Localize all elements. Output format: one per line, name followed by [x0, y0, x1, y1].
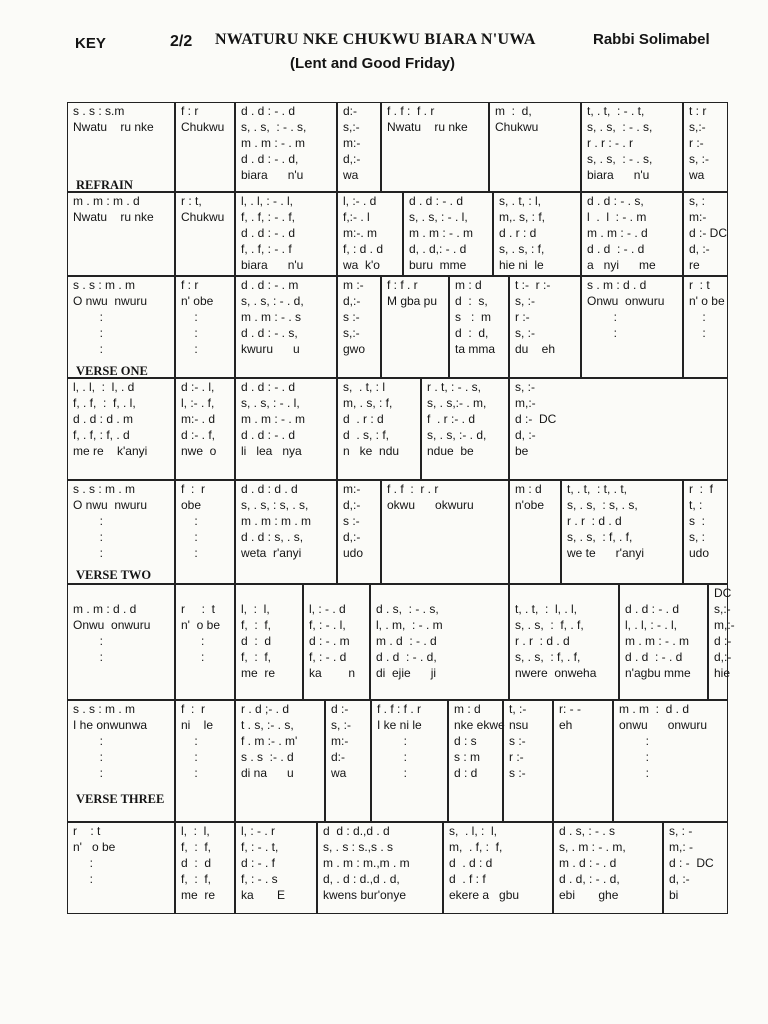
solfa-line: d : d [241, 634, 272, 648]
solfa-line: d,:- [343, 498, 361, 512]
solfa-line: : [181, 546, 198, 560]
solfa-line: : [181, 342, 198, 356]
solfa-line: d . d : - . d [409, 194, 464, 208]
solfa-line: m . m : - . m [409, 226, 473, 240]
solfa-line: biara n'u [241, 168, 304, 182]
solfa-line: O nwu nwuru [73, 294, 148, 308]
solfa-line: : [587, 326, 618, 340]
solfa-line: biara n'u [241, 258, 304, 272]
solfa-line: f, : - . l, [309, 618, 346, 632]
solfa-line: d . d : - . m [241, 278, 299, 292]
solfa-line: l, :- . d [343, 194, 377, 208]
solfa-line: s . s :- . d [241, 750, 294, 764]
solfa-line: buru mme [409, 258, 467, 272]
solfa-line: r : t [181, 602, 216, 616]
solfa-line: t :- r :- [515, 278, 551, 292]
solfa-line: s, :- [515, 326, 535, 340]
solfa-line: ndue be [427, 444, 474, 458]
solfa-line: : [181, 634, 205, 648]
solfa-line: : [73, 734, 104, 748]
solfa-line: t, : [689, 498, 703, 512]
solfa-line: s, :- [515, 380, 535, 394]
solfa-line: d,:- [343, 530, 361, 544]
solfa-line: l, :- . f, [181, 396, 215, 410]
solfa-line: m : d [515, 482, 542, 496]
solfa-line: t, . t, : l, . l, [515, 602, 578, 616]
solfa-line: f, . f, : f, . d [73, 428, 130, 442]
solfa-line: : [181, 530, 198, 544]
solfa-line: : [73, 856, 94, 870]
solfa-line: r . r : d . d [567, 514, 622, 528]
solfa-line: n' obe [181, 294, 214, 308]
solfa-line: s, :- [331, 718, 351, 732]
solfa-line: r: - - [559, 702, 581, 716]
solfa-line: r : f [689, 482, 713, 496]
solfa-line: s, . s, : - . s, [587, 152, 653, 166]
solfa-line: d, . d,: - . d [409, 242, 467, 256]
solfa-line: d . d : - . d [625, 602, 680, 616]
solfa-line: s, . s,:- . m, [427, 396, 487, 410]
solfa-line: m . d : - . d [559, 856, 617, 870]
solfa-line: Nwatu ru nke [73, 210, 154, 224]
solfa-line: hie [714, 666, 731, 680]
solfa-line: m, . f, : f, [449, 840, 503, 854]
solfa-line: l, : - . d [309, 602, 346, 616]
solfa-line: d . s, : - . s, [376, 602, 439, 616]
solfa-line: li lea nya [241, 444, 302, 458]
solfa-line: f : r [181, 104, 199, 118]
solfa-line: r . r : d . d [515, 634, 570, 648]
solfa-line: di na u [241, 766, 294, 780]
solfa-line: I he onwunwa [73, 718, 148, 732]
solfa-line: nsu [509, 718, 529, 732]
solfa-line: r :- [689, 136, 704, 150]
solfa-line: d . r : d [343, 412, 384, 426]
solfa-line: d :- [331, 702, 349, 716]
solfa-line: Chukwu [181, 120, 225, 134]
solfa-line: Chukwu [495, 120, 539, 134]
solfa-line: s : m [454, 750, 480, 764]
solfa-line: Nwatu ru nke [387, 120, 468, 134]
solfa-line: d :- . l, [181, 380, 215, 394]
solfa-line: : [73, 650, 104, 664]
solfa-line: : [587, 310, 618, 324]
solfa-line: s, :- [515, 294, 535, 308]
solfa-line: t, . t, : t, . t, [567, 482, 628, 496]
solfa-line: f, : f, [181, 840, 212, 854]
solfa-line: l . l : - . m [587, 210, 647, 224]
solfa-line: : [181, 310, 198, 324]
solfa-line: t, :- [509, 702, 527, 716]
solfa-line: m:- [343, 136, 361, 150]
solfa-line: : [181, 766, 198, 780]
solfa-line: n' o be [181, 618, 220, 632]
solfa-line: s,:- [689, 120, 706, 134]
solfa-line: : [689, 310, 706, 324]
solfa-line: O nwu nwuru [73, 498, 148, 512]
solfa-line: : [377, 734, 408, 748]
solfa-line: d:- [343, 104, 358, 118]
solfa-line: f . f : r . r [387, 482, 439, 496]
part-number: 2/2 [170, 33, 193, 50]
solfa-line: d . d : d [449, 856, 493, 870]
solfa-line: m:- [689, 210, 707, 224]
solfa-line: wa k'o [343, 258, 380, 272]
solfa-line: d . d : s, . s, [241, 530, 304, 544]
solfa-line: l, : l, [241, 602, 270, 616]
solfa-line: s, . s, : s, . s, [241, 498, 309, 512]
solfa-line: m . m : m.,m . m [323, 856, 410, 870]
solfa-line: : [73, 514, 104, 528]
solfa-line: : [181, 750, 198, 764]
solfa-line: nwe o [181, 444, 217, 458]
solfa-line: d . d : - . s, [241, 326, 298, 340]
solfa-line: m:- [331, 734, 349, 748]
solfa-line: s, . s, : - . s, [587, 120, 653, 134]
solfa-line: f : r [181, 482, 205, 496]
solfa-line: d :- . f, [181, 428, 216, 442]
solfa-line: t, . t, : - . t, [587, 104, 645, 118]
solfa-line: d . s, : - . s [559, 824, 616, 838]
score-bar [509, 378, 728, 480]
solfa-line: d . d : d . m [73, 412, 134, 426]
solfa-line: m,:- [714, 618, 735, 632]
solfa-line: d . d : - . d [241, 104, 296, 118]
solfa-line: s, . s, : - . s, [241, 120, 307, 134]
solfa-line: d :- DC [515, 412, 557, 426]
solfa-line: n'agbu mme [625, 666, 691, 680]
solfa-line: me re [181, 888, 216, 902]
solfa-line: : [73, 530, 104, 544]
solfa-line: d, :- [515, 428, 536, 442]
solfa-line: wa [343, 168, 359, 182]
solfa-line: : [73, 872, 94, 886]
section-label-verse-three: VERSE THREE [76, 792, 165, 806]
solfa-line: s :- [509, 766, 526, 780]
solfa-line: m,: - [669, 840, 693, 854]
solfa-line: onwu onwuru [619, 718, 708, 732]
solfa-line: t : r [689, 104, 707, 118]
solfa-line: s, . s, :- . d, [427, 428, 487, 442]
solfa-line: m : d [454, 702, 481, 716]
solfa-line: : [181, 326, 198, 340]
solfa-line: n' o be [689, 294, 725, 308]
solfa-line: Nwatu ru nke [73, 120, 154, 134]
solfa-line: s, . s : s.,s . s [323, 840, 394, 854]
solfa-line: d . d : - . d [241, 380, 296, 394]
solfa-line: d . d : - . d [625, 650, 683, 664]
solfa-line: ekere a gbu [449, 888, 520, 902]
solfa-line: : [73, 326, 104, 340]
solfa-line: d : d, [455, 326, 489, 340]
solfa-line: l, . l, : l, . d [73, 380, 135, 394]
solfa-line: ka n [309, 666, 356, 680]
page-title: NWATURU NKE CHUKWU BIARA N'UWA [215, 31, 536, 48]
solfa-line: ni le [181, 718, 214, 732]
solfa-line: d . d, : - . d, [559, 872, 620, 886]
solfa-line: biara n'u [587, 168, 650, 182]
solfa-line: s :- [343, 310, 360, 324]
solfa-line: r . r : - . r [587, 136, 633, 150]
solfa-line: m . m : - . m [625, 634, 689, 648]
solfa-line: kwens bur'onye [323, 888, 407, 902]
section-label-verse-one: VERSE ONE [76, 364, 148, 378]
solfa-line: s : m [455, 310, 491, 324]
solfa-line: d, :- [669, 872, 690, 886]
solfa-line: : [73, 546, 104, 560]
page-subtitle: (Lent and Good Friday) [290, 55, 455, 72]
solfa-line: f . f : f . r [387, 104, 435, 118]
solfa-line: m . m : - . m [241, 136, 305, 150]
solfa-line: nke ekwe [454, 718, 505, 732]
solfa-line: bi [669, 888, 679, 902]
solfa-line: : [619, 750, 650, 764]
solfa-line: t . s, :- . s, [241, 718, 294, 732]
solfa-line: be [515, 444, 529, 458]
solfa-line: m : d, [495, 104, 532, 118]
solfa-line: d :- [714, 634, 732, 648]
solfa-line: f, . f, : - . f, [241, 210, 296, 224]
solfa-line: s,:- [714, 602, 731, 616]
solfa-line: d . d : - . d, [376, 650, 437, 664]
solfa-line: udo [689, 546, 710, 560]
solfa-line: me re k'anyi [73, 444, 148, 458]
solfa-line: s, . s, : f, . f, [515, 618, 584, 632]
solfa-line: d . s, : f, [343, 428, 390, 442]
solfa-line: d, :- [689, 242, 710, 256]
solfa-line: Onwu onwuru [73, 618, 151, 632]
section-label-refrain: REFRAIN [76, 178, 133, 192]
solfa-line: r :- [509, 750, 524, 764]
solfa-line: m,:- [515, 396, 536, 410]
solfa-line: d : - . f [241, 856, 276, 870]
solfa-line: r : t, [181, 194, 202, 208]
solfa-line: hie ni le [499, 258, 544, 272]
solfa-line: d : d [454, 766, 478, 780]
solfa-line: s . s : m . m [73, 278, 135, 292]
section-label-verse-two: VERSE TWO [76, 568, 152, 582]
solfa-line: s . s : m . m [73, 482, 135, 496]
solfa-line: : [377, 750, 408, 764]
solfa-line: : [181, 650, 205, 664]
solfa-line: s, . s, : f, . f, [515, 650, 581, 664]
solfa-line: s, . s, : f, . f, [567, 530, 633, 544]
solfa-line: l, . m, : - . m [376, 618, 443, 632]
solfa-line: m . m : m . d [73, 194, 140, 208]
solfa-line: s . s : m . m [73, 702, 135, 716]
solfa-line: s . m : d . d [587, 278, 647, 292]
solfa-line: : [619, 734, 650, 748]
solfa-line: m . m : d . d [73, 602, 137, 616]
solfa-line: m,. s, : f, [499, 210, 546, 224]
solfa-line: s, . s, : - . l, [241, 396, 300, 410]
solfa-line: d . d : - . d [241, 226, 296, 240]
solfa-line: f, : - . t, [241, 840, 279, 854]
solfa-line: d . d : - . d [241, 428, 296, 442]
solfa-line: weta r'anyi [241, 546, 302, 560]
solfa-line: l, . l, : - . l, [625, 618, 678, 632]
solfa-line: d . d : d . d [241, 482, 298, 496]
solfa-line: f,:- . l [343, 210, 370, 224]
solfa-line: d : - DC [669, 856, 714, 870]
solfa-line: n ke ndu [343, 444, 400, 458]
solfa-line: s . s : s.m [73, 104, 125, 118]
solfa-line: l, : - . r [241, 824, 275, 838]
solfa-line: d, . d : d.,d . d, [323, 872, 400, 886]
solfa-line: d . d : - . s, [587, 194, 644, 208]
solfa-line: f . r :- . d [427, 412, 476, 426]
solfa-line: m . m : m . m [241, 514, 311, 528]
solfa-line: m . m : - . d [587, 226, 648, 240]
solfa-line: : [73, 310, 104, 324]
solfa-line: gwo [343, 342, 366, 356]
solfa-line: n' o be [73, 840, 116, 854]
solfa-line: d : d [181, 856, 212, 870]
solfa-line: s, : [689, 194, 706, 208]
solfa-line: r :- [515, 310, 530, 324]
solfa-line: s,:- [343, 120, 360, 134]
solfa-line: d : s [454, 734, 477, 748]
solfa-line: f : f . r [387, 278, 418, 292]
solfa-line: me re [241, 666, 276, 680]
solfa-line: s : [689, 514, 706, 528]
solfa-line: Chukwu [181, 210, 225, 224]
solfa-line: udo [343, 546, 364, 560]
solfa-line: s, . s, : - . d, [241, 294, 304, 308]
solfa-line: d d : d.,d . d [323, 824, 390, 838]
solfa-line: : [377, 766, 408, 780]
solfa-line: : [689, 326, 706, 340]
solfa-line: eh [559, 718, 573, 732]
solfa-line: : [73, 766, 104, 780]
solfa-line: m:- [343, 482, 361, 496]
key-label: KEY [75, 35, 106, 52]
solfa-line: m : d [455, 278, 482, 292]
solfa-line: s, . t, : l [343, 380, 386, 394]
solfa-line: DC [714, 586, 732, 600]
solfa-line: M gba pu [387, 294, 438, 308]
solfa-line: : [181, 734, 198, 748]
solfa-line: s, . t, : l, [499, 194, 542, 208]
solfa-line: r . d ;- . d [241, 702, 290, 716]
solfa-line: ebi ghe [559, 888, 619, 902]
solfa-line: m :- [343, 278, 364, 292]
solfa-line: d . d : - . d, [241, 152, 299, 166]
solfa-line: d . f : f [449, 872, 486, 886]
solfa-line: : [73, 750, 104, 764]
solfa-line: s :- [509, 734, 526, 748]
solfa-line: du eh [515, 342, 556, 356]
solfa-line: : [181, 514, 198, 528]
author-name: Rabbi Solimabel [593, 31, 710, 48]
solfa-line: obe [181, 498, 202, 512]
solfa-line: l, : l, [181, 824, 210, 838]
solfa-line: d,:- [343, 152, 361, 166]
solfa-line: f, : f, [241, 618, 272, 632]
solfa-line: d : - . m [309, 634, 350, 648]
solfa-line: d,:- [714, 650, 732, 664]
solfa-line: f, . f, : - . f [241, 242, 292, 256]
solfa-line: s, :- [689, 152, 709, 166]
solfa-line: : [619, 766, 650, 780]
solfa-line: m, . s, : f, [343, 396, 393, 410]
solfa-line: r . t, : - . s, [427, 380, 481, 394]
solfa-line: l, . l, : - . l, [241, 194, 294, 208]
solfa-line: s, . s, : f, [499, 242, 545, 256]
solfa-line: d,:- [343, 294, 361, 308]
solfa-line: n'obe [515, 498, 544, 512]
solfa-line: d:- [331, 750, 346, 764]
solfa-line: : [73, 634, 104, 648]
solfa-line: m:- . d [181, 412, 216, 426]
solfa-line: s, . s, : - . l, [409, 210, 468, 224]
solfa-line: wa [331, 766, 347, 780]
solfa-line: f . m :- . m' [241, 734, 298, 748]
solfa-line: I ke ni le [377, 718, 422, 732]
solfa-line: s, : - [669, 824, 693, 838]
solfa-line: f, : f, [241, 650, 272, 664]
solfa-line: wa [689, 168, 705, 182]
solfa-line: m . m : - . m [241, 412, 305, 426]
solfa-line: f : r [181, 702, 205, 716]
solfa-line: f, : - . d [309, 650, 347, 664]
solfa-line: we te r'anyi [567, 546, 644, 560]
solfa-line: s, . l, : l, [449, 824, 498, 838]
solfa-line: ka E [241, 888, 286, 902]
solfa-line: d : s, [455, 294, 488, 308]
solfa-line: nwere onweha [515, 666, 597, 680]
solfa-line: : [73, 342, 104, 356]
solfa-line: s, . m : - . m, [559, 840, 626, 854]
solfa-line: d . d : - . d [587, 242, 645, 256]
solfa-line: f . f : f . r [377, 702, 422, 716]
solfa-line: ta mma [455, 342, 496, 356]
solfa-line: f, : f, [181, 872, 212, 886]
solfa-line: a nyi me [587, 258, 656, 272]
solfa-line: kwuru u [241, 342, 300, 356]
solfa-line: s,:- [343, 326, 360, 340]
solfa-line: m . m : - . s [241, 310, 301, 324]
solfa-line: d . r : d [499, 226, 537, 240]
solfa-line: s :- [343, 514, 360, 528]
solfa-line: r : t [73, 824, 101, 838]
solfa-line: f, . f, : f, . l, [73, 396, 136, 410]
solfa-line: f : r [181, 278, 199, 292]
solfa-line: di ejie ji [376, 666, 437, 680]
solfa-line: r : t [689, 278, 710, 292]
solfa-line: d :- DC [689, 226, 728, 240]
solfa-line: re [689, 258, 700, 272]
solfa-line: s, : [689, 530, 706, 544]
solfa-line: m:-. m [343, 226, 377, 240]
solfa-line: m . m : d . d [619, 702, 690, 716]
solfa-line: Onwu onwuru [587, 294, 665, 308]
solfa-line: f, : - . s [241, 872, 278, 886]
solfa-line: okwu okwuru [387, 498, 474, 512]
solfa-line: f, : d . d [343, 242, 384, 256]
solfa-line: m . d : - . d [376, 634, 437, 648]
solfa-line: s, . s, : s, . s, [567, 498, 638, 512]
